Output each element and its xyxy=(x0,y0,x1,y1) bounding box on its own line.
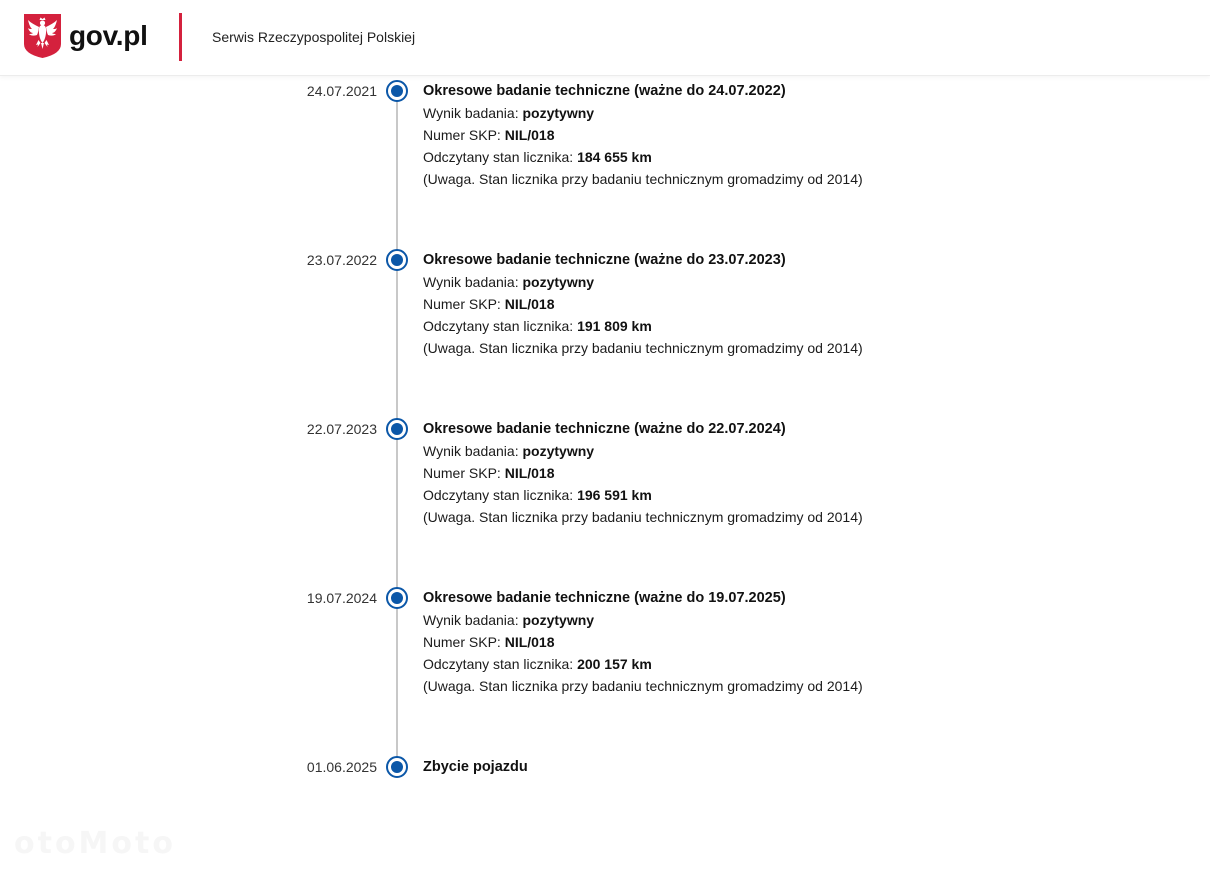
skp-label: Numer SKP: xyxy=(423,296,501,312)
odometer-label: Odczytany stan licznika: xyxy=(423,318,574,334)
odometer-note: (Uwaga. Stan licznika przy badaniu technicznym gromadzimy od 2014) xyxy=(423,340,863,356)
result-label: Wynik badania: xyxy=(423,105,519,121)
event-details xyxy=(423,102,863,190)
event-date: 01.06.2025 xyxy=(306,759,377,775)
event-date: 22.07.2023 xyxy=(306,421,377,437)
odometer-label: Odczytany stan licznika: xyxy=(423,487,574,503)
timeline-dot-icon xyxy=(386,756,408,778)
odometer-value: 200 157 km xyxy=(577,656,652,672)
polish-eagle-emblem-icon xyxy=(24,14,61,58)
skp-row xyxy=(423,293,863,315)
result-value: pozytywny xyxy=(522,443,595,459)
odometer-note: (Uwaga. Stan licznika przy badaniu technicznym gromadzimy od 2014) xyxy=(423,171,863,187)
skp-row xyxy=(423,631,863,653)
event-title: Okresowe badanie techniczne (ważne do 23.07.2023) xyxy=(423,252,786,268)
odometer-value: 196 591 km xyxy=(577,487,652,503)
result-row xyxy=(423,609,863,631)
result-label: Wynik badania: xyxy=(423,443,519,459)
skp-value: NIL/018 xyxy=(504,465,555,481)
event-date: 24.07.2021 xyxy=(306,83,377,99)
odometer-note: (Uwaga. Stan licznika przy badaniu technicznym gromadzimy od 2014) xyxy=(423,509,863,525)
timeline-dot-icon xyxy=(386,249,408,271)
timeline-dot-icon xyxy=(386,418,408,440)
event-date: 23.07.2022 xyxy=(306,252,377,268)
service-name: Serwis Rzeczypospolitej Polskiej xyxy=(212,29,416,45)
skp-value: NIL/018 xyxy=(504,127,555,143)
skp-value: NIL/018 xyxy=(504,634,555,650)
skp-value: NIL/018 xyxy=(504,296,555,312)
skp-label: Numer SKP: xyxy=(423,465,501,481)
odometer-label: Odczytany stan licznika: xyxy=(423,149,574,165)
event-details xyxy=(423,609,863,697)
odometer-label: Odczytany stan licznika: xyxy=(423,656,574,672)
event-title: Okresowe badanie techniczne (ważne do 19.07.2025) xyxy=(423,590,786,606)
skp-label: Numer SKP: xyxy=(423,127,501,143)
event-title: Okresowe badanie techniczne (ważne do 22.07.2024) xyxy=(423,421,786,437)
odometer-value: 184 655 km xyxy=(577,149,652,165)
event-details xyxy=(423,440,863,528)
odometer-row xyxy=(423,653,863,675)
event-title: Zbycie pojazdu xyxy=(423,759,528,775)
gov-pl-logo-link[interactable] xyxy=(24,14,148,58)
result-row xyxy=(423,102,863,124)
event-date: 19.07.2024 xyxy=(306,590,377,606)
odometer-row xyxy=(423,315,863,337)
site-header xyxy=(0,0,1210,76)
result-row xyxy=(423,271,863,293)
logo-text: gov.pl xyxy=(69,20,148,51)
result-value: pozytywny xyxy=(522,612,595,628)
result-label: Wynik badania: xyxy=(423,274,519,290)
event-details xyxy=(423,271,863,359)
odometer-row xyxy=(423,146,863,168)
skp-label: Numer SKP: xyxy=(423,634,501,650)
result-value: pozytywny xyxy=(522,274,595,290)
header-divider xyxy=(179,13,182,61)
result-value: pozytywny xyxy=(522,105,595,121)
skp-row xyxy=(423,124,863,146)
result-row xyxy=(423,440,863,462)
result-label: Wynik badania: xyxy=(423,612,519,628)
odometer-value: 191 809 km xyxy=(577,318,652,334)
skp-row xyxy=(423,462,863,484)
odometer-note: (Uwaga. Stan licznika przy badaniu technicznym gromadzimy od 2014) xyxy=(423,678,863,694)
timeline-dot-icon xyxy=(386,80,408,102)
watermark: otoMoto xyxy=(14,826,176,861)
event-title: Okresowe badanie techniczne (ważne do 24.07.2022) xyxy=(423,83,786,99)
odometer-row xyxy=(423,484,863,506)
timeline-dot-icon xyxy=(386,587,408,609)
